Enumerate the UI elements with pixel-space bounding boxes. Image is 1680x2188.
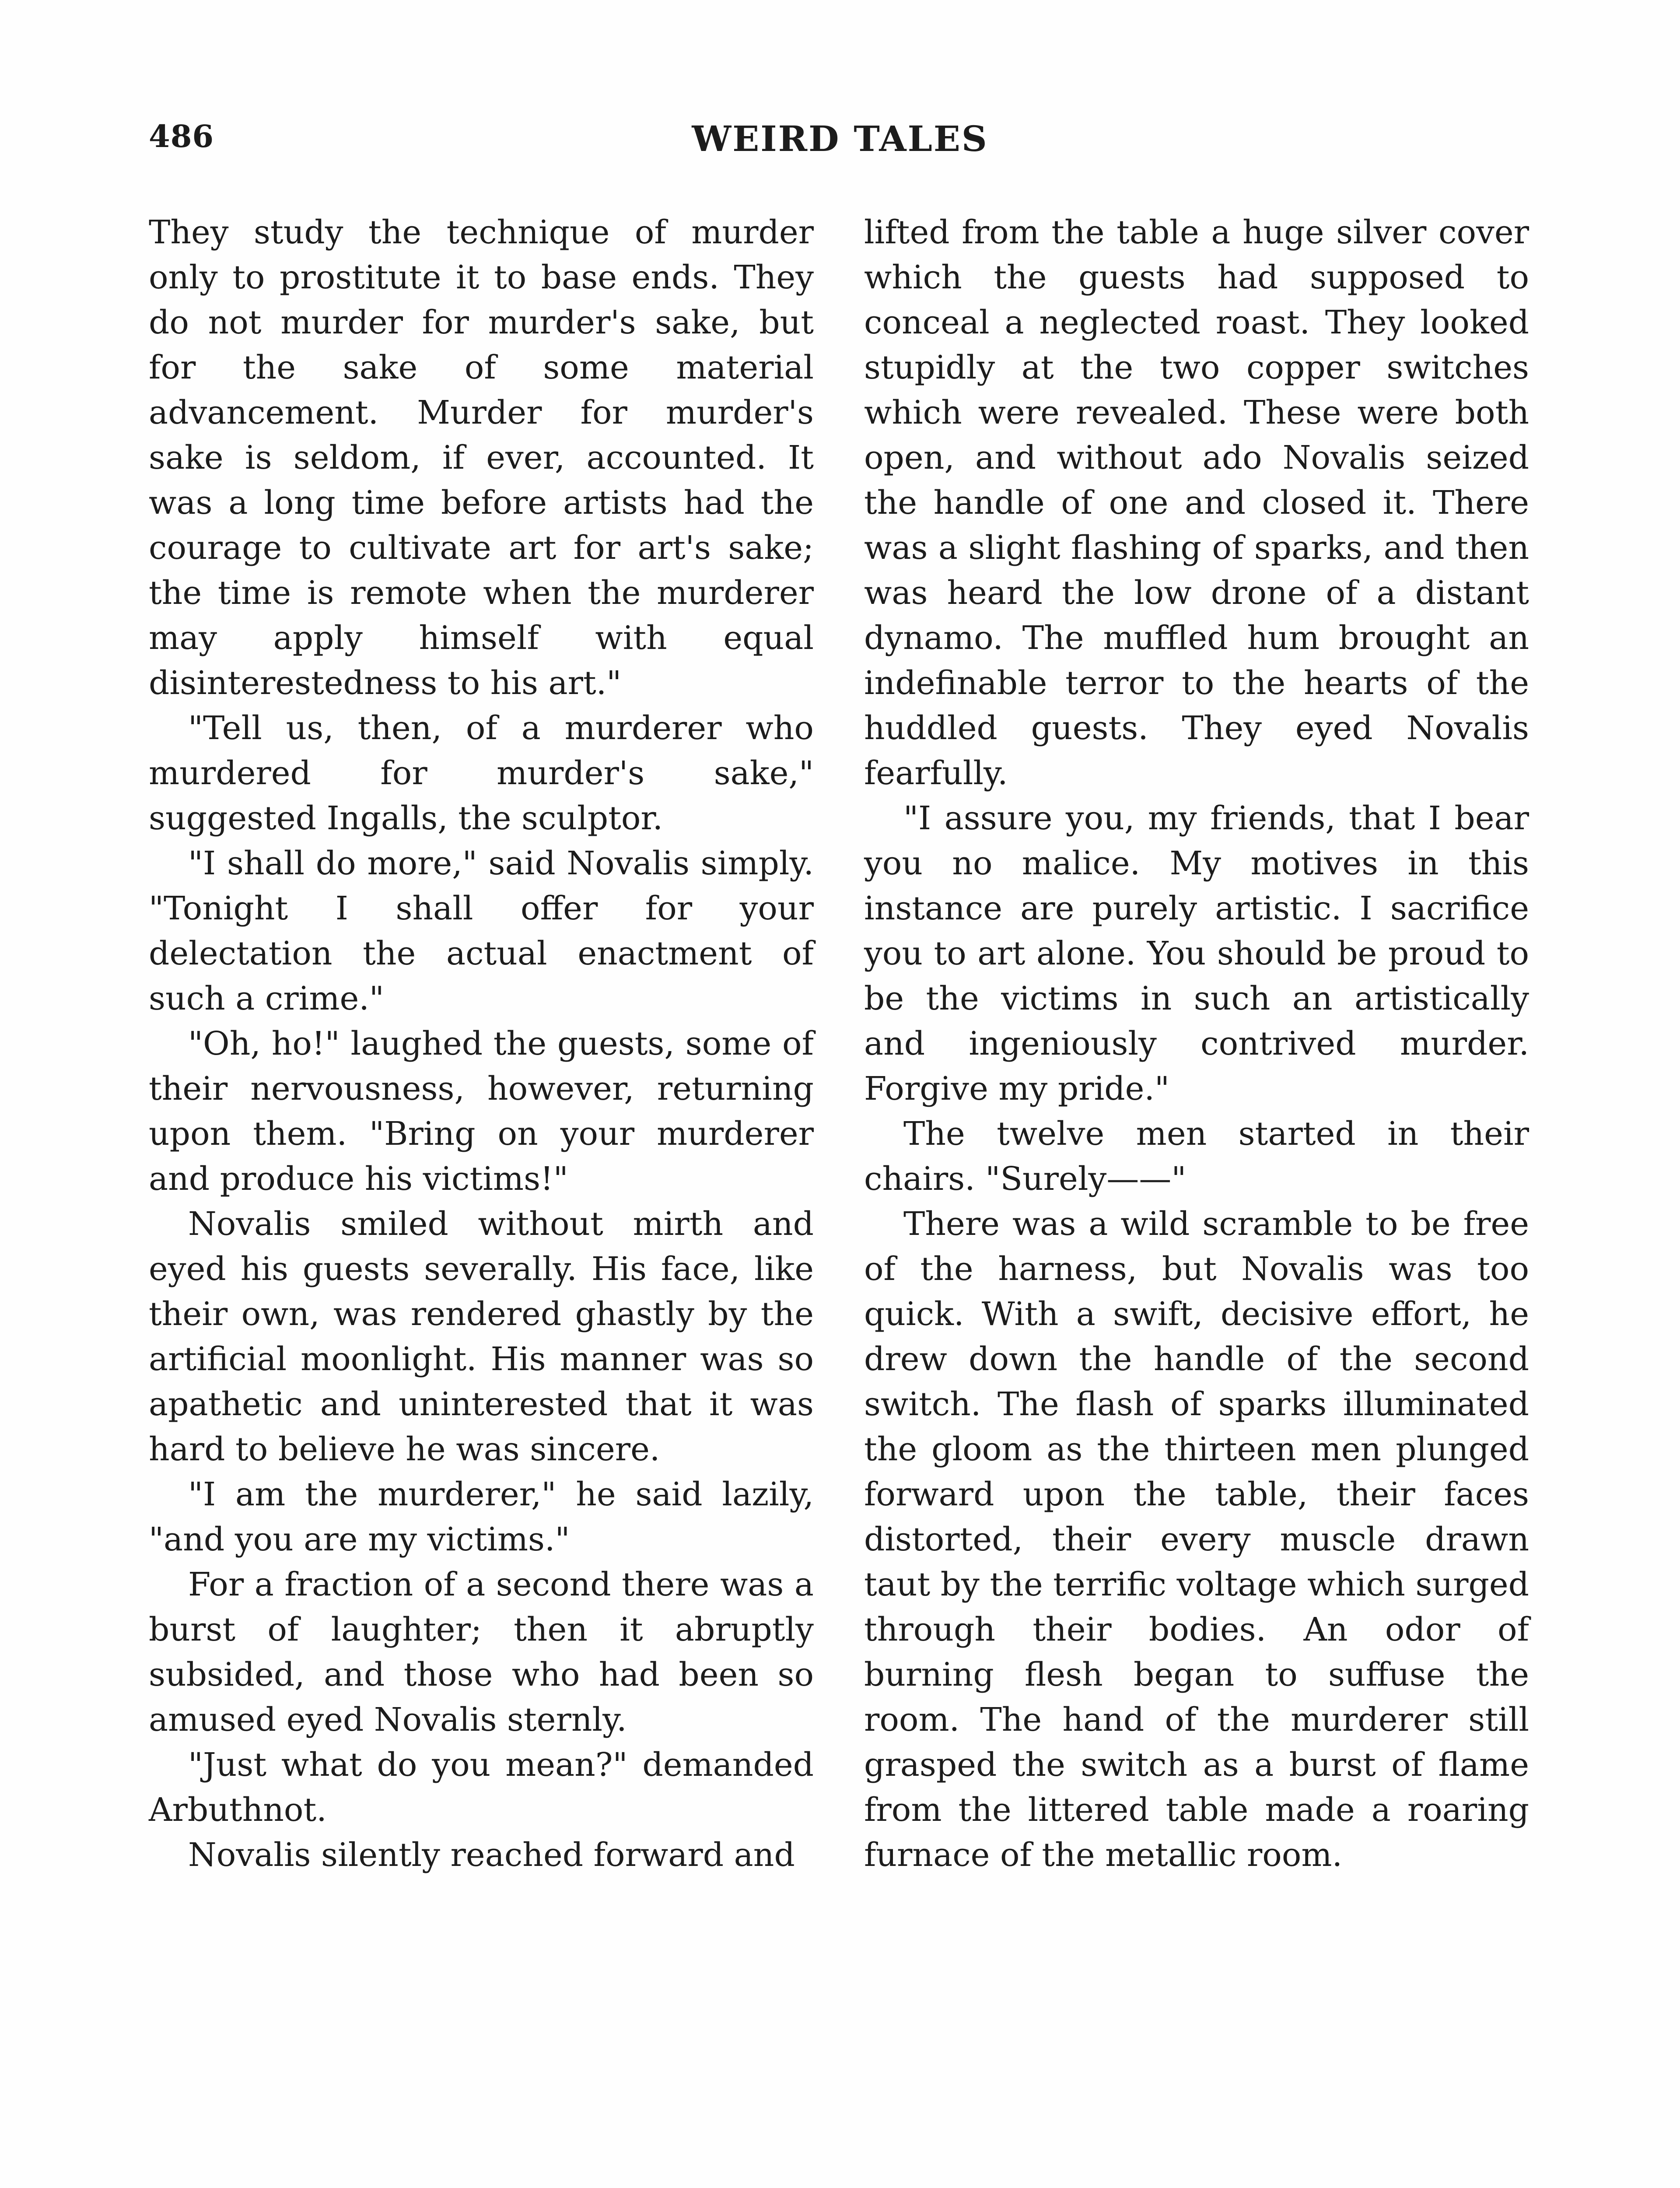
left-column [149, 210, 814, 1878]
paragraph: Novalis smiled without mirth and eyed his guests severally. His face, like their own, was rendered ghastly by the artificial moonlight. His manner was so apathetic and uninterested that it was hard to believe he was sincere. [149, 1205, 814, 1468]
paragraph: "Just what do you mean?" demanded Arbuthnot. [149, 1746, 814, 1829]
page-number: 486 [149, 118, 214, 154]
paragraph: "Oh, ho!" laughed the guests, some of their nervousness, however, returning upon them. "Bring on your murderer and produce his victims!" [149, 1025, 814, 1198]
page-header [0, 118, 1680, 171]
paragraph: There was a wild scramble to be free of the harness, but Novalis was too quick. With a swift, decisive effort, he drew down the handle of the second switch. The flash of sparks illuminated the gloom as the thirteen men plunged forward upon the table, their faces distorted, their every muscle drawn taut by the terrific voltage which surged through their bodies. An odor of burning flesh began to suffuse the room. The hand of the murderer still grasped the switch as a burst of flame from the littered table made a roaring furnace of the metallic room. [864, 1205, 1529, 1874]
paragraph: The twelve men started in their chairs. "Surely——" [864, 1115, 1529, 1198]
paragraph: "I assure you, my friends, that I bear you no malice. My motives in this instance are purely artistic. I sacrifice you to art alone. You should be proud to be the victims in such an artistically and ingeniously contrived murder. Forgive my pride." [864, 799, 1529, 1108]
paragraph: "Tell us, then, of a murderer who murdered for murder's sake," suggested Ingalls, the sculptor. [149, 709, 814, 837]
paragraph: For a fraction of a second there was a burst of laughter; then it abruptly subsided, and those who had been so amused eyed Novalis sternly. [149, 1566, 814, 1739]
paragraph: They study the technique of murder only to prostitute it to base ends. They do not murder for murder's sake, but for the sake of some material advancement. Murder for murder's sake is seldom, if ever, accounted. It was a long time before artists had the courage to cultivate art for art's sake; the time is remote when the murderer may apply himself with equal disinterestedness to his art." [149, 214, 814, 702]
right-column [864, 210, 1529, 1878]
paragraph: "I shall do more," said Novalis simply. "Tonight I shall offer for your delectation the actual enactment of such a crime." [149, 845, 814, 1017]
paragraph: Novalis silently reached forward and [188, 1836, 795, 1874]
paragraph: lifted from the table a huge silver cover which the guests had supposed to conceal a neglected roast. They looked stupidly at the two copper switches which were revealed. These were both open, and without ado Novalis seized the handle of one and closed it. There was a slight flashing of sparks, and then was heard the low drone of a distant dynamo. The muffled hum brought an indefinable terror to the hearts of the huddled guests. They eyed Novalis fearfully. [864, 214, 1529, 792]
magazine-title: WEIRD TALES [692, 118, 988, 159]
paragraph: "I am the murderer," he said lazily, "and you are my victims." [149, 1476, 814, 1558]
